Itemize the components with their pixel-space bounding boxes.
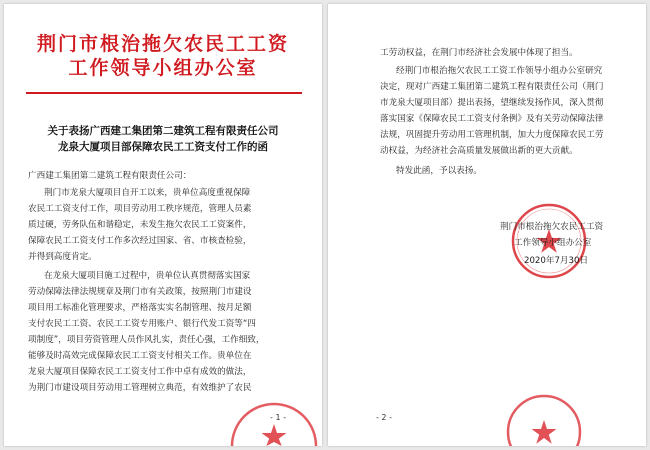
- signature-org-line-1: 荆门市根治拖欠农民工工资: [500, 222, 604, 232]
- letterhead-rule: [26, 92, 302, 94]
- body-line: 决定，现对广西建工集团第二建筑工程有限责任公司（荆门: [380, 82, 604, 92]
- page-number: - 1 -: [270, 413, 286, 422]
- body-line: 动权益，为经济社会高质量发展做出新的更大贡献。: [380, 146, 578, 156]
- body-line: 支付农民工工资、农民工工资专用账户、银行代发工资等“四: [28, 319, 256, 329]
- body-line: 并得到高度肯定。: [28, 252, 97, 262]
- body-line: 项制度”，项目劳资管理人员作风扎实，责任心强，工作细致，: [28, 335, 265, 345]
- body-line: 农民工工资支付工作，项目劳动用工秩序规范，管理人员素: [28, 204, 252, 214]
- body-line: 法规，巩固提升劳动用工管理机制，加大力度保障农民工劳: [380, 130, 604, 140]
- page-number: - 2 -: [376, 413, 392, 422]
- body-line: 落实国家《保障农民工工资支付条例》及有关劳动保障法律: [380, 114, 604, 124]
- body-line: 质过硬，劳务队伍和谐稳定，未发生拖欠农民工工资案件，: [28, 220, 252, 230]
- document-title-line-2: 龙泉大厦项目部保障农民工工资支付工作的函: [58, 141, 268, 153]
- signature-date: 2020年7月30日: [524, 256, 589, 266]
- body-line: 能够及时高效完成保障农民工工资支付相关工作。贵单位在: [28, 351, 252, 361]
- body-line: 工劳动权益，在荆门市经济社会发展中体现了担当。: [380, 48, 578, 58]
- document-page-1: [4, 4, 322, 446]
- partial-seal-icon: [504, 392, 584, 446]
- signature-org-line-2: 工作领导小组办公室: [514, 238, 592, 248]
- body-line: 特发此函，予以表扬。: [396, 166, 482, 176]
- letterhead-line-1: 荆门市根治拖欠农民工工资: [36, 33, 289, 55]
- body-line: 荆门市龙泉大厦项目自开工以来，贵单位高度重视保障: [44, 188, 251, 198]
- body-line: 市龙泉大厦项目部）提出表扬，望继续发扬作风，深入贯彻: [380, 98, 604, 108]
- body-line: 龙泉大厦项目保障农民工工资支付工作中卓有成效的做法，: [28, 367, 252, 377]
- page1-partial-seal-icon: [220, 386, 320, 446]
- document-title-line-1: 关于表扬广西建工集团第二建筑工程有限责任公司: [47, 125, 279, 137]
- body-line: 在龙泉大厦项目施工过程中，贵单位认真贯彻落实国家: [44, 271, 251, 281]
- document-page-2: [328, 4, 646, 446]
- salutation: 广西建工集团第二建筑工程有限责任公司：: [28, 171, 192, 181]
- body-line: 为荆门市建设项目劳动用工管理树立典范，有效维护了农民: [28, 383, 252, 393]
- body-line: 经荆门市根治拖欠农民工工资工作领导小组办公室研究: [396, 66, 603, 76]
- letterhead-line-2: 工作领导小组办公室: [68, 57, 258, 79]
- body-line: 项目用工标准化管理要求，严格落实实名制管理、按月足额: [28, 303, 252, 313]
- body-line: 劳动保障法律法规规章及荆门市有关政策，按照荆门市建设: [28, 287, 252, 297]
- body-line: 保障农民工工资支付工作多次经过国家、省、市核查检验，: [28, 236, 252, 246]
